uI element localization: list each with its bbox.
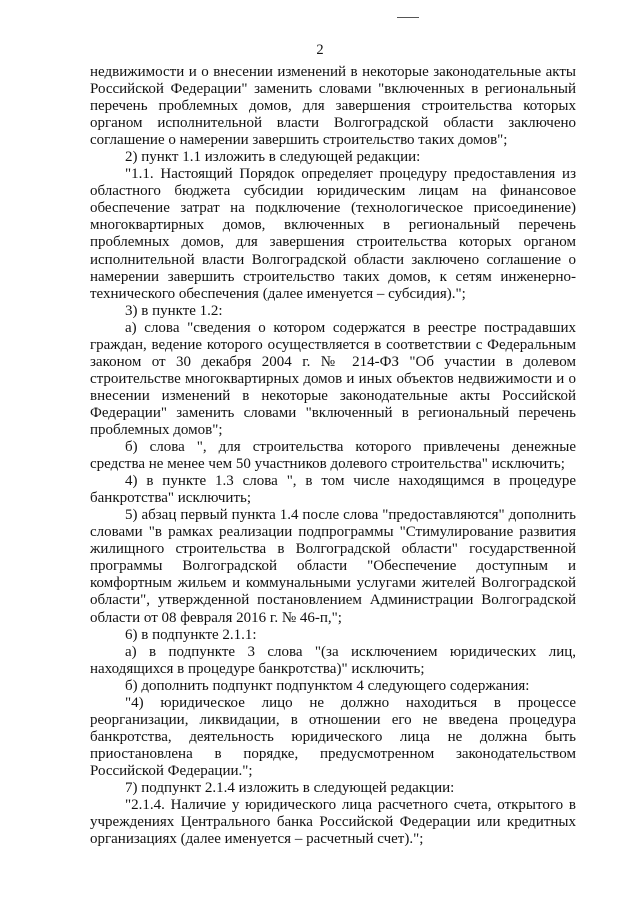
paragraph-item-3a: а) слова "сведения о котором содержатся в реестре пострадавших граждан, ведение которого осуществляется в соответствии с Федеральным законом от 30 декабря 2004 г. № 214-ФЗ "Об участии в долевом строительстве многоквартирных домов и иных объектов недвижимости и о внесении изменений в некоторые законодательные акты Российской Федерации" заменить словами "включенный в региональный перечень проблемных домов"; <box>90 319 576 438</box>
paragraph-item-1-1-text: "1.1. Настоящий Порядок определяет процедуру предоставления из областного бюджета субсидии юридическим лицам на финансовое обеспечение затрат на подключение (технологическое присоединение) многоквартирных домов, включенных в региональный перечень проблемных домов, для завершения строительства которых органом исполнительной власти Волгоградской области заключено соглашение о намерении завершить строительство таких домов, к сетям инженерно-технического обеспечения (далее именуется – субсидия)."; <box>90 166 576 302</box>
paragraph-item-6: 6) в подпункте 2.1.1: <box>125 626 257 643</box>
paragraph-item-6a: а) в подпункте 3 слова "(за исключением юридических лиц, находящихся в процедуре банкротства)" исключить; <box>90 643 576 677</box>
paragraph-item-4: 4) в пункте 1.3 слова ", в том числе находящимся в процедуре банкротства" исключить; <box>90 473 576 507</box>
top-divider-mark <box>397 17 419 18</box>
paragraph-item-6b: б) дополнить подпункт подпунктом 4 следующего содержания: <box>125 677 530 694</box>
paragraph-item-3: 3) в пункте 1.2: <box>125 302 223 319</box>
paragraph-item-7: 7) подпункт 2.1.4 изложить в следующей редакции: <box>125 779 455 796</box>
paragraph-continuation: недвижимости и о внесении изменений в некоторые законодательные акты Российской Федерации" заменить словами "включенных в региональный перечень проблемных домов, для завершения строительства которых органом исполнительной власти Волгоградской области заключено соглашение о намерении завершить строительство таких домов"; <box>90 64 576 149</box>
paragraph-item-3b: б) слова ", для строительства которого привлечены денежные средства не менее чем 50 участников долевого строительства" исключить; <box>90 439 576 473</box>
paragraph-item-2-1-4-text: "2.1.4. Наличие у юридического лица расчетного счета, открытого в учреждениях Центрального банка Российской Федерации или кредитных организациях (далее именуется – расчетный счет)."; <box>90 797 576 848</box>
paragraph-item-2: 2) пункт 1.1 изложить в следующей редакции: <box>125 149 421 166</box>
page-number: 2 <box>316 42 324 58</box>
document-body <box>90 64 576 848</box>
paragraph-item-5: 5) абзац первый пункта 1.4 после слова "предоставляются" дополнить словами "в рамках реализации подпрограммы "Стимулирование развития жилищного строительства в Волгоградской области" государственной программы Волгоградской области "Обеспечение доступным и комфортным жильем и коммунальными услугами жителей Волгоградской области", утвержденной постановлением Администрации Волгоградской области от 08 февраля 2016 г. № 46-п,"; <box>90 507 576 626</box>
paragraph-item-6b-text: "4) юридическое лицо не должно находиться в процессе реорганизации, ликвидации, в отношении его не введена процедура банкротства, деятельность юридического лица не должна быть приостановлена в порядке, предусмотренном законодательством Российской Федерации."; <box>90 694 576 779</box>
